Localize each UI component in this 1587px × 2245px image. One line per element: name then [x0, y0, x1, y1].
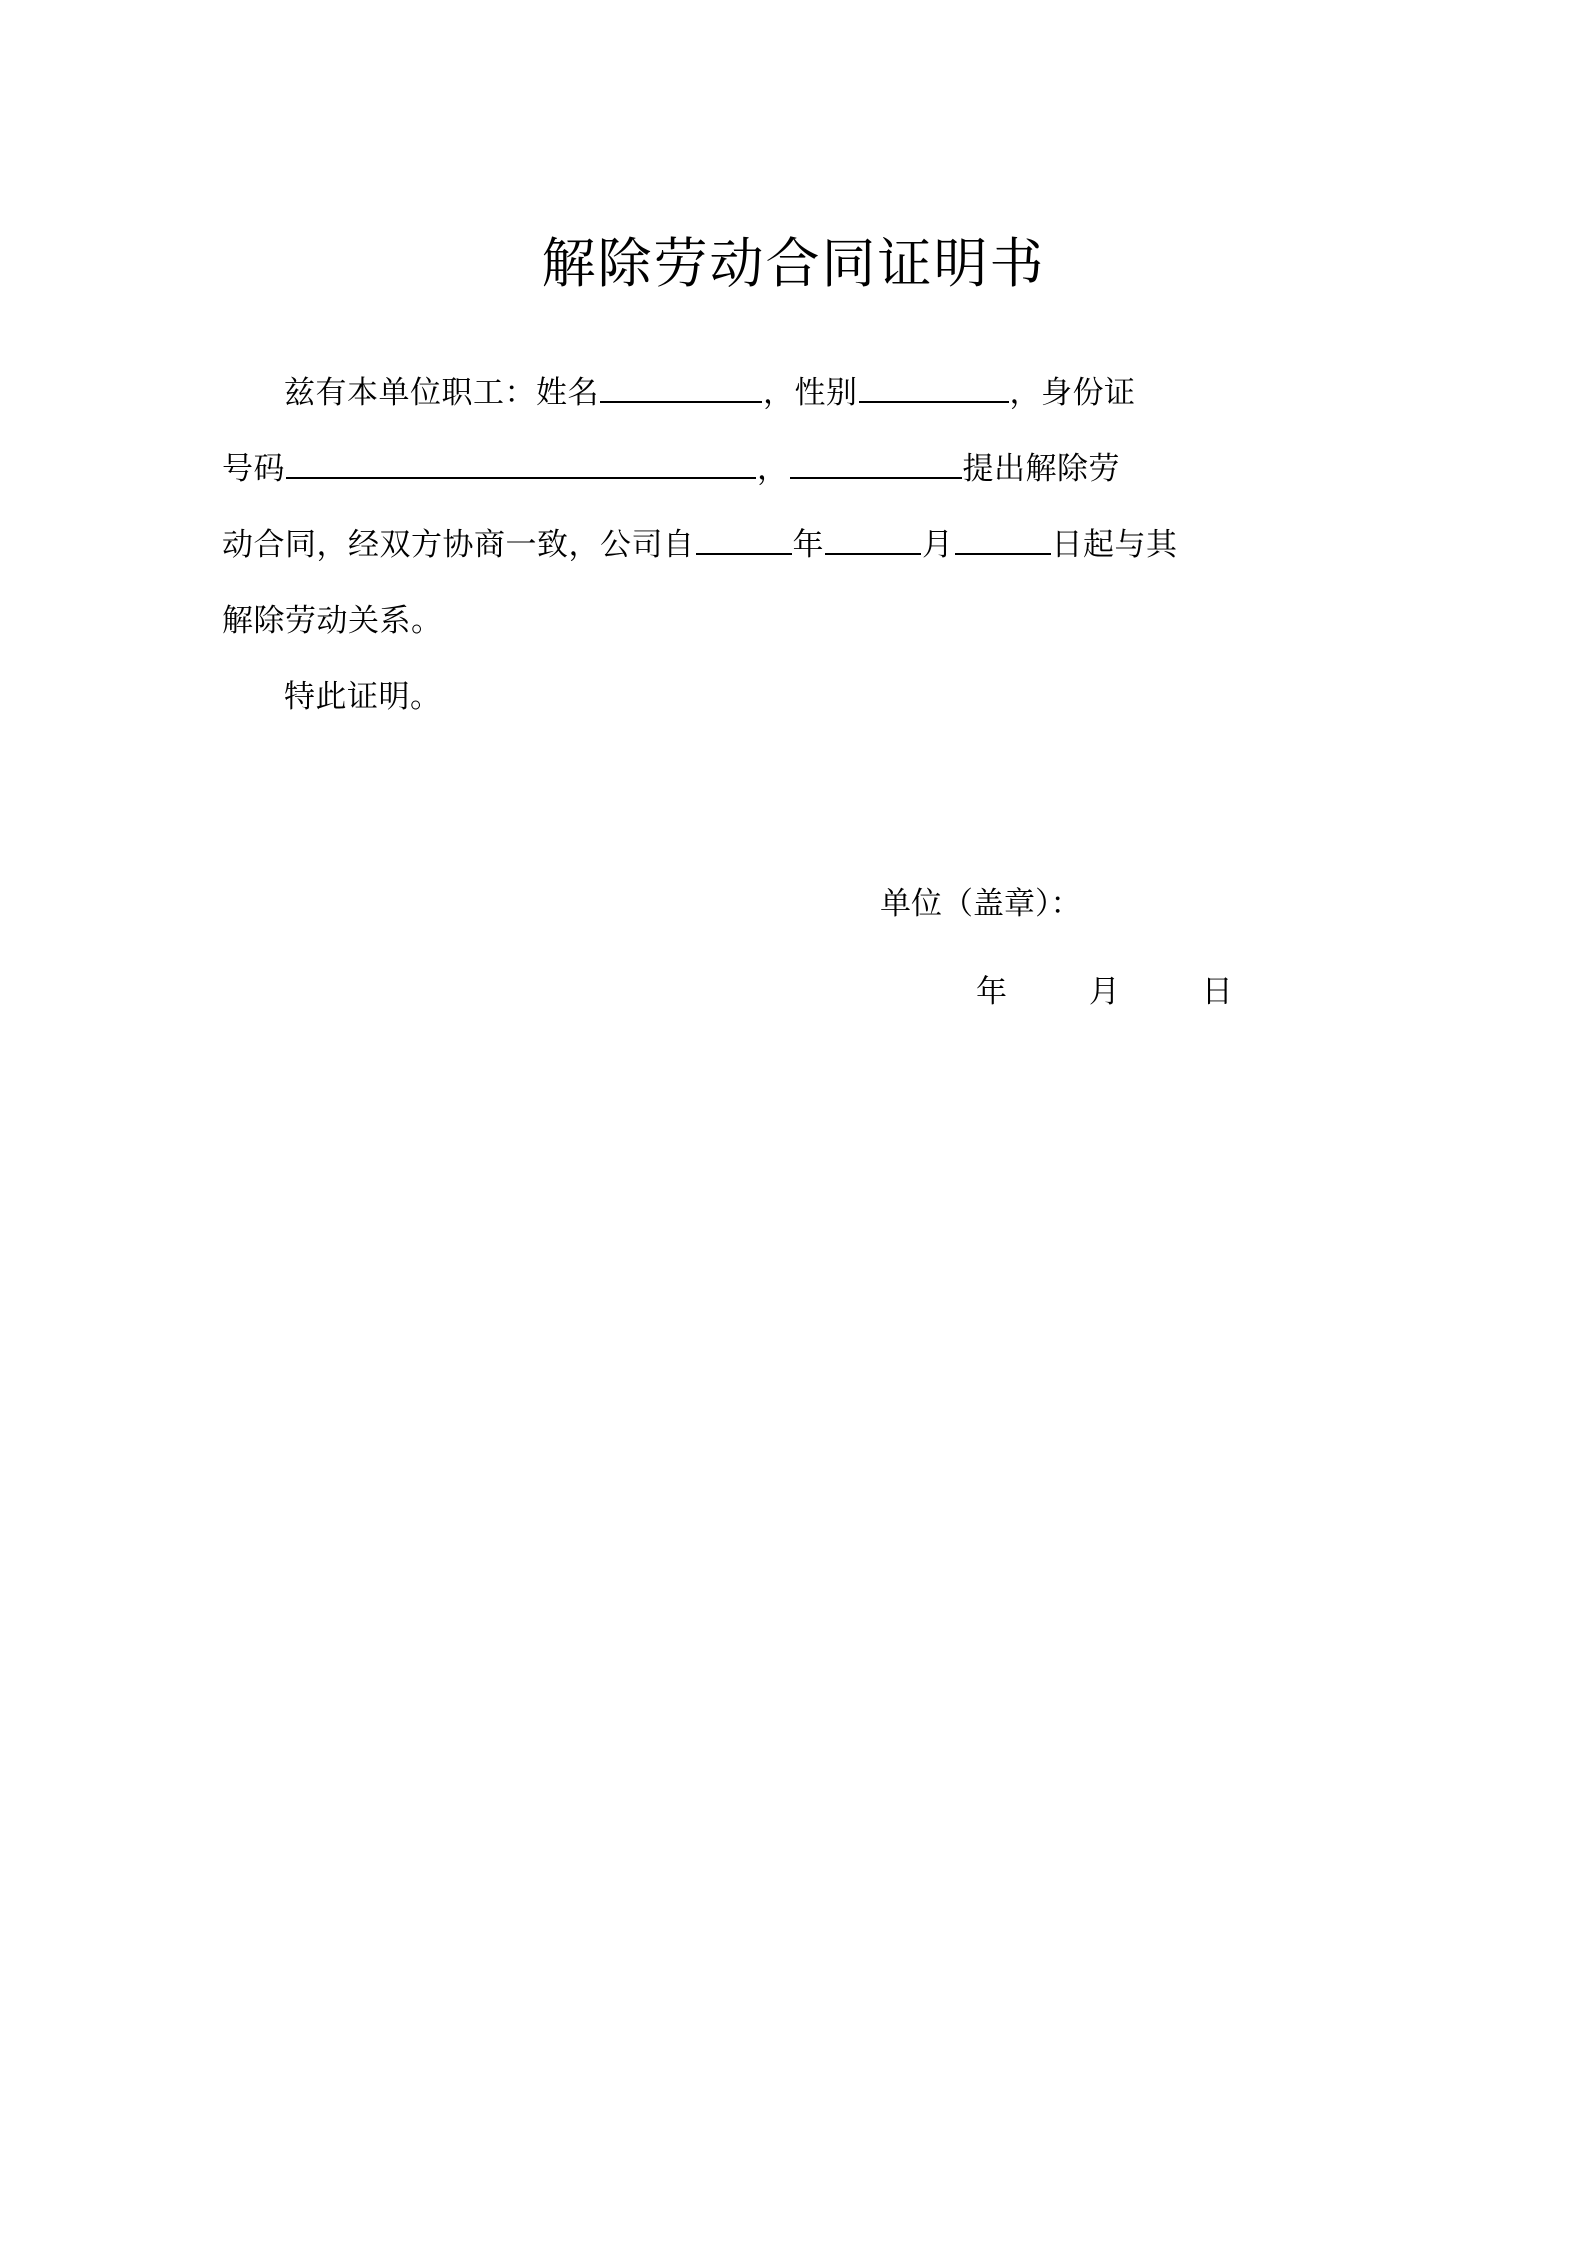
signature-date-label: 年 月 日	[976, 974, 1269, 1010]
text-segment: ，性别	[763, 375, 858, 411]
text-segment: 号码	[222, 451, 285, 487]
text-segment: ，身份证	[1009, 375, 1136, 411]
id-number-blank[interactable]	[286, 447, 756, 479]
gender-blank[interactable]	[859, 371, 1009, 403]
company-seal-label: 单位（盖章）：	[880, 886, 1082, 922]
paragraph-termination-date	[222, 507, 1367, 583]
text-segment: 月	[922, 527, 954, 563]
initiator-blank[interactable]	[790, 447, 962, 479]
page-title: 解除劳动合同证明书	[541, 232, 1046, 296]
text-segment: 动合同，经双方协商一致，公司自	[222, 527, 695, 563]
paragraph-employee-info	[222, 355, 1367, 431]
text-segment: ，	[757, 451, 789, 487]
day-blank[interactable]	[955, 523, 1051, 555]
document-body	[222, 355, 1367, 735]
paragraph-id-number	[222, 431, 1367, 507]
text-segment: 年	[792, 527, 824, 563]
signature-block	[880, 860, 1269, 1036]
paragraph-certification: 特此证明。	[284, 679, 442, 715]
text-segment: 日起与其	[1051, 527, 1178, 563]
year-blank[interactable]	[696, 523, 792, 555]
paragraph-relationship-end: 解除劳动关系。	[222, 603, 443, 639]
text-segment: 兹有本单位职工：姓名	[284, 375, 599, 411]
text-segment: 提出解除劳	[962, 451, 1120, 487]
name-blank[interactable]	[600, 371, 762, 403]
month-blank[interactable]	[825, 523, 921, 555]
